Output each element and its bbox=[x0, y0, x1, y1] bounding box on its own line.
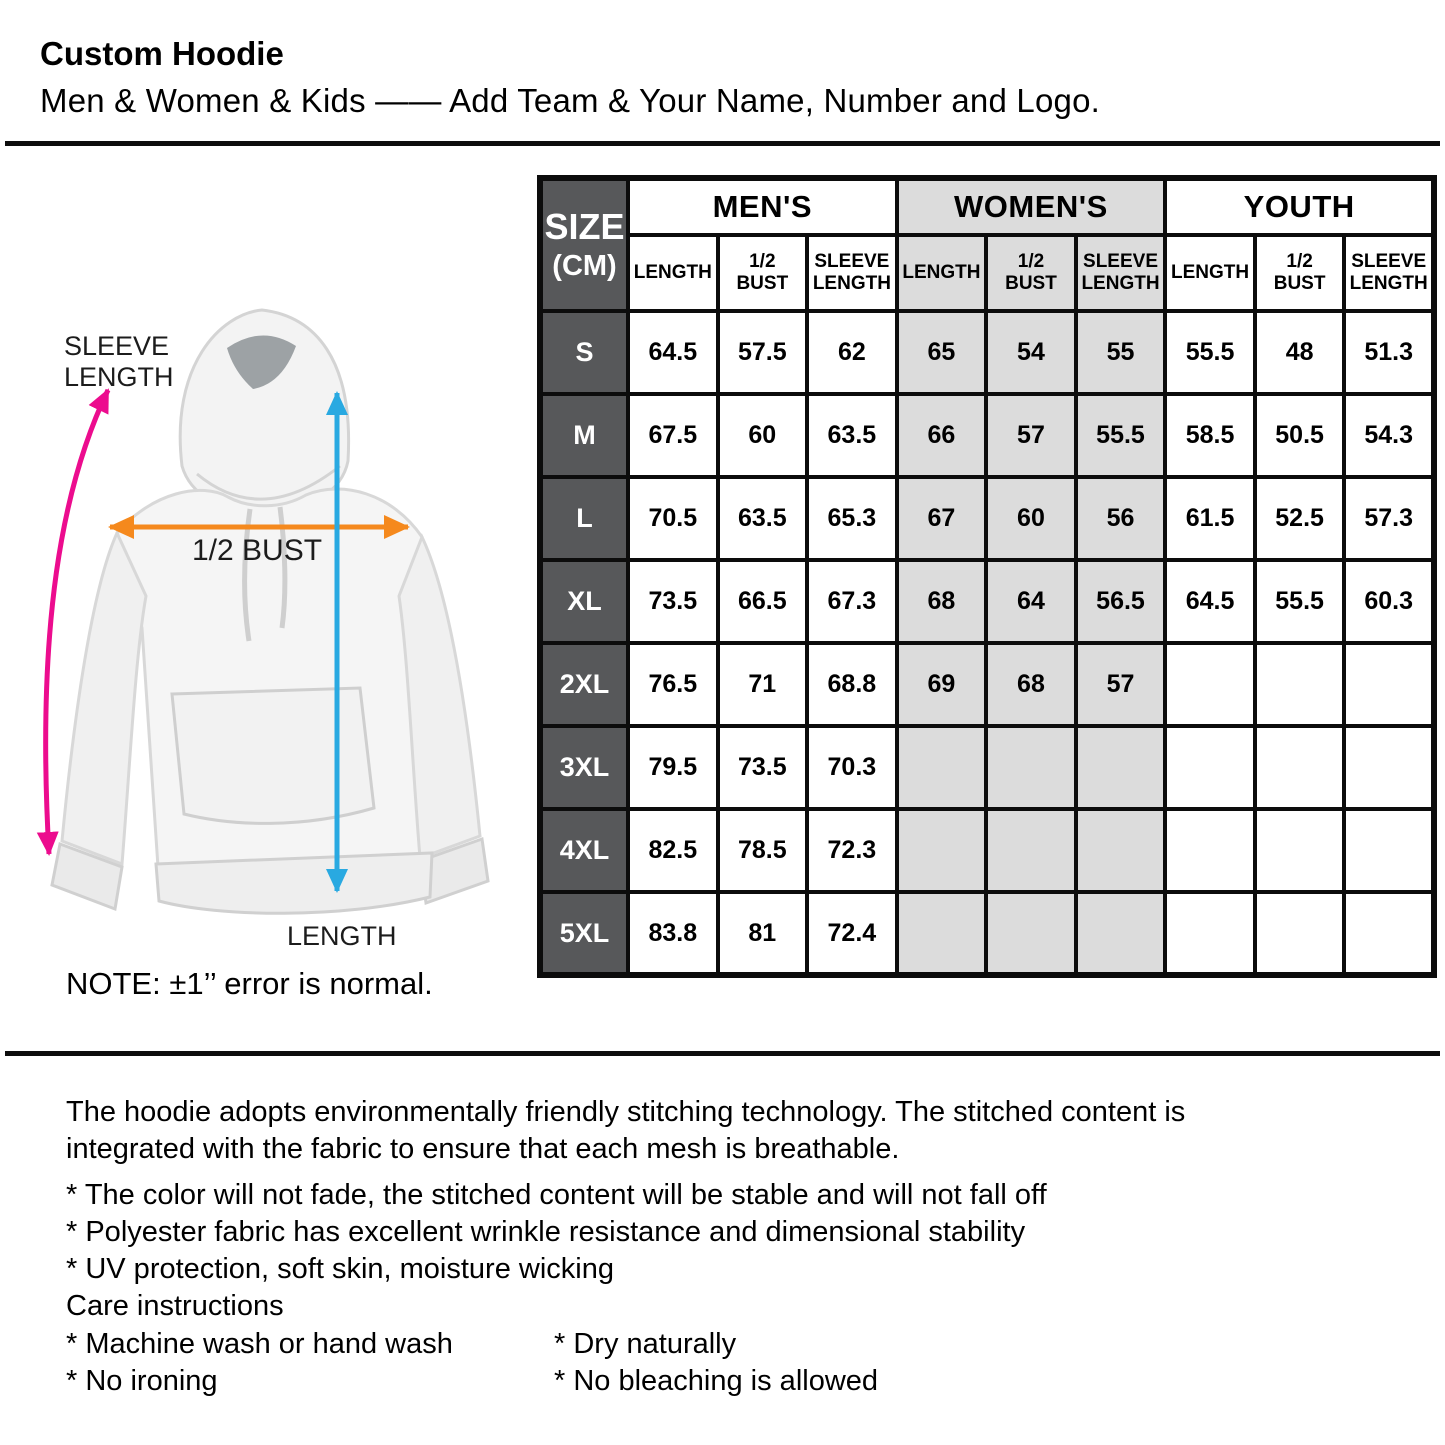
group-header-youth: YOUTH bbox=[1165, 178, 1434, 235]
cell: 56.5 bbox=[1076, 560, 1166, 643]
care-instructions-title: Care instructions bbox=[66, 1290, 284, 1322]
cell: 50.5 bbox=[1255, 394, 1345, 477]
cell: 57 bbox=[1076, 643, 1166, 726]
care-instructions-left bbox=[66, 1326, 453, 1400]
description-line: * Polyester fabric has excellent wrinkle resistance and dimensional stability bbox=[66, 1216, 1026, 1248]
cell: 72.3 bbox=[807, 809, 897, 892]
cell: 60.3 bbox=[1344, 560, 1434, 643]
group-header-mens: MEN'S bbox=[628, 178, 897, 235]
cell: 60 bbox=[718, 394, 808, 477]
cell: 66.5 bbox=[718, 560, 808, 643]
cell: 66 bbox=[897, 394, 987, 477]
size-cell: M bbox=[540, 394, 628, 477]
cell: 82.5 bbox=[628, 809, 718, 892]
cell bbox=[1165, 892, 1255, 975]
table-row bbox=[540, 477, 1434, 560]
cell: 69 bbox=[897, 643, 987, 726]
cell: 64.5 bbox=[628, 311, 718, 394]
cell bbox=[1255, 643, 1345, 726]
col-header: LENGTH bbox=[628, 235, 718, 311]
col-header: LENGTH bbox=[1165, 235, 1255, 311]
page-subtitle: Men & Women & Kids —— Add Team & Your Name, Number and Logo. bbox=[40, 82, 1100, 119]
table-row bbox=[540, 726, 1434, 809]
description-line: * UV protection, soft skin, moisture wicking bbox=[66, 1253, 614, 1285]
cell: 57.5 bbox=[718, 311, 808, 394]
col-header: SLEEVE LENGTH bbox=[1344, 235, 1434, 311]
cell: 68 bbox=[897, 560, 987, 643]
cell: 68 bbox=[986, 643, 1076, 726]
cell bbox=[1165, 726, 1255, 809]
length-label: LENGTH bbox=[287, 921, 397, 951]
cell: 81 bbox=[718, 892, 808, 975]
cell: 76.5 bbox=[628, 643, 718, 726]
cell bbox=[1344, 643, 1434, 726]
cell: 72.4 bbox=[807, 892, 897, 975]
cell bbox=[1344, 726, 1434, 809]
cell bbox=[1076, 726, 1166, 809]
col-header: 1/2 BUST bbox=[1255, 235, 1345, 311]
cell bbox=[1255, 726, 1345, 809]
size-cell: 5XL bbox=[540, 892, 628, 975]
cell: 55 bbox=[1076, 311, 1166, 394]
cell: 64 bbox=[986, 560, 1076, 643]
sub-header-row bbox=[540, 235, 1434, 311]
page-header bbox=[40, 34, 1100, 121]
col-header: SLEEVE LENGTH bbox=[1076, 235, 1166, 311]
product-description bbox=[66, 1094, 1185, 1288]
size-cell: L bbox=[540, 477, 628, 560]
section-divider bbox=[5, 1051, 1440, 1056]
cell: 65.3 bbox=[807, 477, 897, 560]
group-header-womens: WOMEN'S bbox=[897, 178, 1166, 235]
description-line: * The color will not fade, the stitched content will be stable and will not fall off bbox=[66, 1179, 1047, 1211]
size-cell: 3XL bbox=[540, 726, 628, 809]
cell: 70.3 bbox=[807, 726, 897, 809]
header-divider bbox=[5, 141, 1440, 146]
hoodie-measurement-diagram bbox=[22, 296, 530, 968]
cell: 73.5 bbox=[718, 726, 808, 809]
cell: 55.5 bbox=[1165, 311, 1255, 394]
cell bbox=[986, 726, 1076, 809]
cell: 54.3 bbox=[1344, 394, 1434, 477]
description-line: integrated with the fabric to ensure that each mesh is breathable. bbox=[66, 1133, 900, 1165]
size-cell: S bbox=[540, 311, 628, 394]
cell: 56 bbox=[1076, 477, 1166, 560]
cell: 70.5 bbox=[628, 477, 718, 560]
half-bust-label: 1/2 BUST bbox=[192, 534, 323, 567]
cell: 51.3 bbox=[1344, 311, 1434, 394]
care-item: * Machine wash or hand wash bbox=[66, 1328, 453, 1360]
cell bbox=[897, 892, 987, 975]
cell: 62 bbox=[807, 311, 897, 394]
cell: 67.3 bbox=[807, 560, 897, 643]
cell: 63.5 bbox=[718, 477, 808, 560]
cell bbox=[1255, 809, 1345, 892]
size-cell: 4XL bbox=[540, 809, 628, 892]
description-line: The hoodie adopts environmentally friendly stitching technology. The stitched content is bbox=[66, 1096, 1186, 1128]
cell bbox=[1344, 809, 1434, 892]
cell: 83.8 bbox=[628, 892, 718, 975]
cell: 71 bbox=[718, 643, 808, 726]
table-row bbox=[540, 560, 1434, 643]
cell: 65 bbox=[897, 311, 987, 394]
cell bbox=[1076, 892, 1166, 975]
table-row bbox=[540, 394, 1434, 477]
cell: 58.5 bbox=[1165, 394, 1255, 477]
hoodie-illustration bbox=[52, 310, 488, 913]
cell: 52.5 bbox=[1255, 477, 1345, 560]
cell: 57 bbox=[986, 394, 1076, 477]
col-header: 1/2 BUST bbox=[986, 235, 1076, 311]
care-item: * No bleaching is allowed bbox=[554, 1365, 879, 1397]
col-header: LENGTH bbox=[897, 235, 987, 311]
col-header: 1/2 BUST bbox=[718, 235, 808, 311]
cell bbox=[1076, 809, 1166, 892]
cell: 60 bbox=[986, 477, 1076, 560]
cell: 64.5 bbox=[1165, 560, 1255, 643]
cell: 67 bbox=[897, 477, 987, 560]
cell: 48 bbox=[1255, 311, 1345, 394]
cell bbox=[1344, 892, 1434, 975]
cell: 78.5 bbox=[718, 809, 808, 892]
cell bbox=[897, 726, 987, 809]
care-instructions-right bbox=[554, 1326, 878, 1400]
cell: 63.5 bbox=[807, 394, 897, 477]
page-title: Custom Hoodie bbox=[40, 35, 284, 72]
cell: 55.5 bbox=[1255, 560, 1345, 643]
table-row bbox=[540, 809, 1434, 892]
cell bbox=[1165, 643, 1255, 726]
size-cell: 2XL bbox=[540, 643, 628, 726]
table-row bbox=[540, 643, 1434, 726]
size-cell: XL bbox=[540, 560, 628, 643]
table-row bbox=[540, 311, 1434, 394]
col-header: SLEEVE LENGTH bbox=[807, 235, 897, 311]
table-row bbox=[540, 892, 1434, 975]
note-text: NOTE: ±1’’ error is normal. bbox=[66, 966, 433, 1001]
cell: 73.5 bbox=[628, 560, 718, 643]
cell: 61.5 bbox=[1165, 477, 1255, 560]
cell: 68.8 bbox=[807, 643, 897, 726]
cell bbox=[1255, 892, 1345, 975]
size-table bbox=[537, 175, 1437, 978]
cell: 79.5 bbox=[628, 726, 718, 809]
sleeve-length-label: SLEEVE LENGTH bbox=[64, 331, 174, 392]
size-cm-header: SIZE (CM) bbox=[540, 178, 628, 311]
cell: 55.5 bbox=[1076, 394, 1166, 477]
cell: 57.3 bbox=[1344, 477, 1434, 560]
care-item: * Dry naturally bbox=[554, 1328, 737, 1360]
cell bbox=[1165, 809, 1255, 892]
cell bbox=[986, 809, 1076, 892]
cell: 67.5 bbox=[628, 394, 718, 477]
cell: 54 bbox=[986, 311, 1076, 394]
cell bbox=[986, 892, 1076, 975]
care-item: * No ironing bbox=[66, 1365, 218, 1397]
cell bbox=[897, 809, 987, 892]
